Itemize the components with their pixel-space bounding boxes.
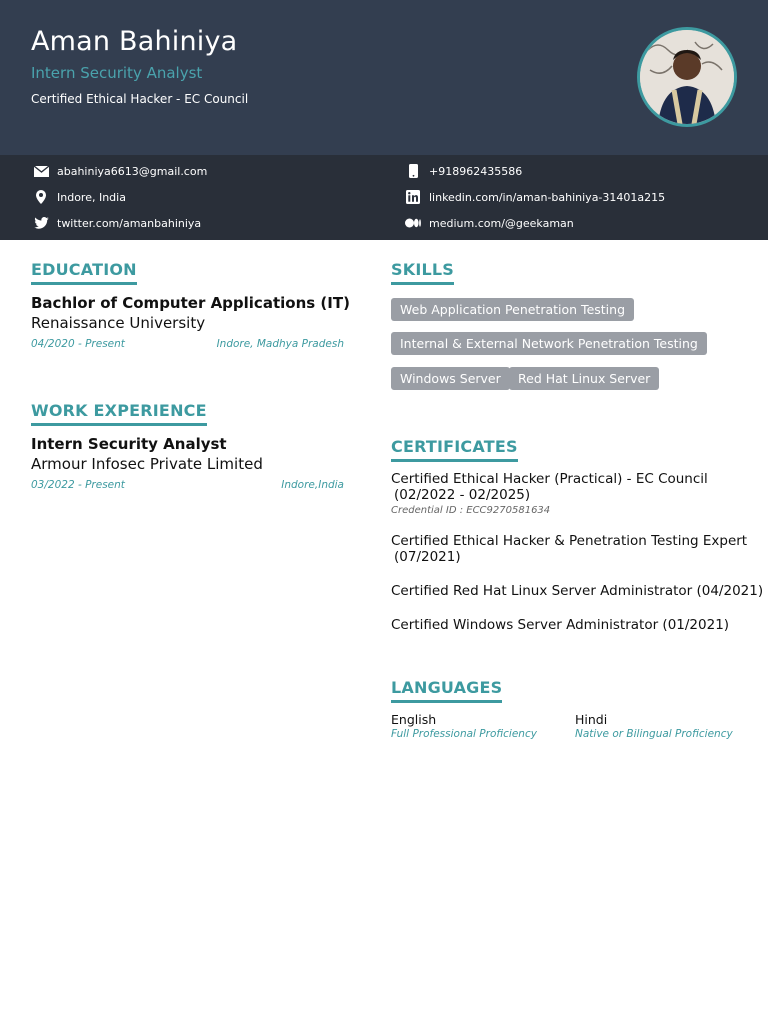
- linkedin-text: linkedin.com/in/aman-bahiniya-31401a215: [429, 190, 666, 204]
- skill-tag: Windows Server: [391, 367, 510, 390]
- medium-icon: [405, 215, 421, 231]
- company-name: Armour Infosec Private Limited: [31, 455, 263, 473]
- contact-medium[interactable]: [405, 214, 574, 232]
- contact-location: [33, 188, 126, 206]
- certificate-dates: (07/2021): [394, 549, 461, 565]
- degree-title: Bachlor of Computer Applications (IT): [31, 294, 350, 312]
- language-name: English: [391, 712, 437, 727]
- certificate-item: Certified Red Hat Linux Server Administrator (04/2021): [391, 583, 764, 599]
- candidate-tagline: Certified Ethical Hacker - EC Council: [31, 92, 249, 106]
- skill-tag: Internal & External Network Penetration Testing: [391, 332, 707, 355]
- work-heading: WORK EXPERIENCE: [31, 401, 207, 426]
- skill-tag: Red Hat Linux Server: [509, 367, 659, 390]
- certificate-item: Certified Ethical Hacker & Penetration Testing Expert: [391, 533, 748, 549]
- medium-text: medium.com/@geekaman: [429, 216, 574, 230]
- work-place: Indore,India: [281, 479, 344, 491]
- certificate-dates: (02/2022 - 02/2025): [394, 487, 531, 503]
- contact-twitter[interactable]: [33, 214, 201, 232]
- credential-id: Credential ID : ECC9270581634: [391, 505, 551, 516]
- candidate-name: Aman Bahiniya: [31, 26, 238, 57]
- location-text: Indore, India: [57, 190, 126, 204]
- twitter-icon: [33, 215, 49, 231]
- language-name: Hindi: [575, 712, 608, 727]
- phone-icon: [405, 163, 421, 179]
- resume-header: [0, 0, 768, 155]
- work-dates: 03/2022 - Present: [31, 479, 125, 491]
- school-name: Renaissance University: [31, 314, 206, 332]
- certificate-item: Certified Ethical Hacker (Practical) - EC Council: [391, 471, 708, 487]
- email-icon: [33, 163, 49, 179]
- candidate-role: Intern Security Analyst: [31, 64, 203, 82]
- contact-linkedin[interactable]: [405, 188, 665, 206]
- certificates-heading: CERTIFICATES: [391, 437, 518, 462]
- education-place: Indore, Madhya Pradesh: [216, 338, 344, 350]
- language-level: Full Professional Proficiency: [391, 728, 537, 740]
- skill-tag: Web Application Penetration Testing: [391, 298, 634, 321]
- contact-phone[interactable]: [405, 162, 522, 180]
- phone-text: +918962435586: [429, 164, 523, 178]
- education-heading: EDUCATION: [31, 260, 137, 285]
- skills-heading: SKILLS: [391, 260, 454, 285]
- contact-email[interactable]: [33, 162, 207, 180]
- education-dates: 04/2020 - Present: [31, 338, 125, 350]
- email-text: abahiniya6613@gmail.com: [57, 164, 208, 178]
- profile-photo: [637, 27, 737, 127]
- certificate-item: Certified Windows Server Administrator (01/2021): [391, 617, 730, 633]
- twitter-text: twitter.com/amanbahiniya: [57, 216, 202, 230]
- location-icon: [33, 189, 49, 205]
- language-level: Native or Bilingual Proficiency: [575, 728, 733, 740]
- job-title: Intern Security Analyst: [31, 435, 227, 453]
- linkedin-icon: [405, 189, 421, 205]
- languages-heading: LANGUAGES: [391, 678, 502, 703]
